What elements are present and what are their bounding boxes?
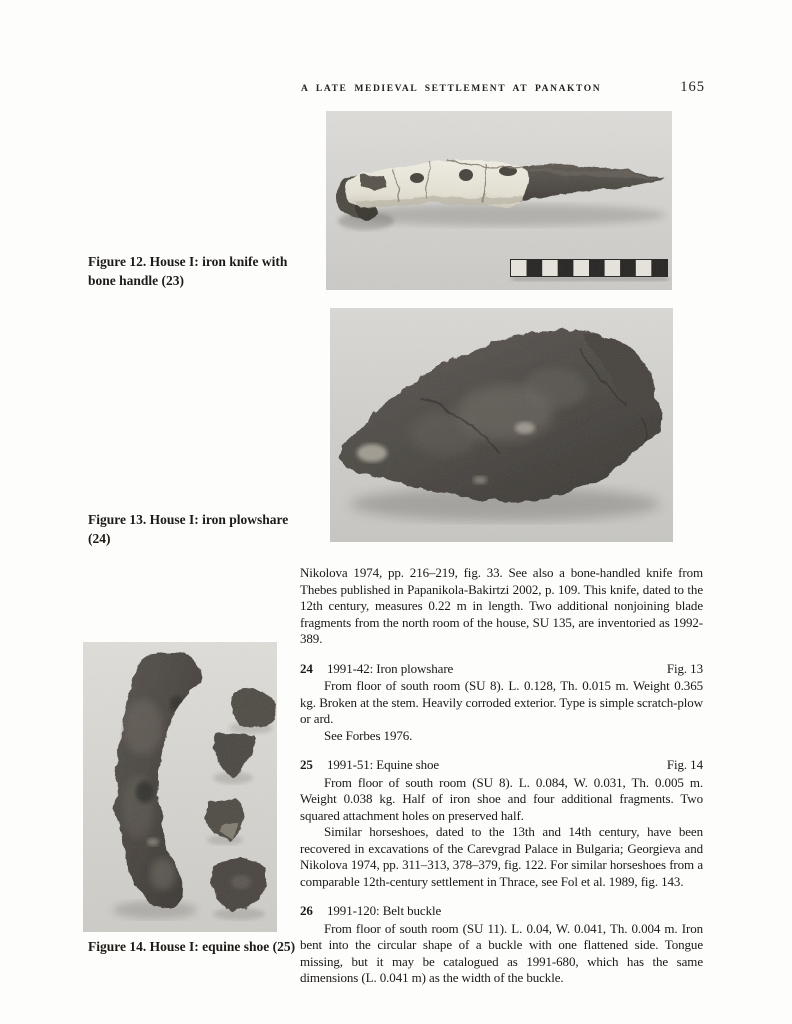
entry-24-number: 24 <box>300 660 313 676</box>
entry-26-title: 1991-120: Belt buckle <box>327 903 442 918</box>
entry-24-paragraph-2: See Forbes 1976. <box>324 727 413 743</box>
figure-13-caption: Figure 13. House I: iron plowshare (24) <box>88 512 289 547</box>
catalog-entry-24 <box>300 661 703 745</box>
entry-25-paragraph-1: From floor of south room (SU 8). L. 0.084, W. 0.031, Th. 0.005 m. Weight 0.038 kg. Half of iron shoe and four additional fragments. Two squared attachment holes on preserved half. <box>300 774 703 823</box>
article-title: A LATE MEDIEVAL SETTLEMENT AT PANAKTON <box>301 84 602 94</box>
entry-24-title: 1991-42: Iron plowshare <box>327 660 454 676</box>
entry-25-heading <box>300 757 703 774</box>
entry-25-title: 1991-51: Equine shoe <box>327 757 440 772</box>
running-head <box>301 79 705 96</box>
entry-25-figure-reference: Fig. 14 <box>666 757 703 772</box>
figure-12-knife-photo <box>326 111 672 290</box>
entry-25-number: 25 <box>300 757 313 772</box>
entry-26-number: 26 <box>300 903 313 918</box>
entry-26-paragraph-1: From floor of south room (SU 11). L. 0.04, W. 0.041, Th. 0.004 m. Iron bent into the circular shape of a buckle with one flattened side. Tongue missing, but it may be catalogued as 1991-680, which has the same dimensions (L. 0.041 m) as the width of the buckle. <box>300 920 703 985</box>
figure-13-plowshare-photo <box>330 308 673 542</box>
intro-paragraph: Nikolova 1974, pp. 216–219, fig. 33. See also a bone-handled knife from Thebes published in Papanikola-Bakirtzi 2002, p. 109. This knife, dated to the 12th century, measures 0.22 m in length. Two additional nonjoining blade fragments from the north room of the house, SU 135, are inventoried as 1992-389. <box>300 565 703 646</box>
photo-grain <box>83 642 277 932</box>
entry-26-heading <box>300 903 703 920</box>
photo-grain <box>326 111 672 290</box>
entry-24-heading <box>300 661 703 678</box>
entry-25-paragraph-2: Similar horseshoes, dated to the 13th and 14th century, have been recovered in excavations of the Carevgrad Palace in Bulgaria; Georgieva and Nikolova 1974, pp. 311–313, 378–379, fig. 122. For similar horseshoes from a comparable 12th-century settlement in Thrace, see Fol et al. 1989, fig. 143. <box>300 824 703 889</box>
figure-14-caption: Figure 14. House I: equine shoe (25) <box>88 939 296 954</box>
catalog-entry-26 <box>300 903 703 987</box>
figure-14-equine-shoe-photo <box>83 642 277 932</box>
entry-24-paragraph-1: From floor of south room (SU 8). L. 0.128, Th. 0.015 m. Weight 0.365 kg. Broken at the stem. Heavily corroded exterior. Type is simple scratch-plow or ard. <box>300 678 703 726</box>
entry-24-figure-reference: Fig. 13 <box>666 660 703 676</box>
catalog-entry-25 <box>300 757 703 890</box>
photo-grain <box>330 308 673 542</box>
figure-12-caption: Figure 12. House I: iron knife with bone handle (23) <box>88 254 288 289</box>
catalog-text-column <box>300 565 703 987</box>
page-number: 165 <box>680 79 705 95</box>
